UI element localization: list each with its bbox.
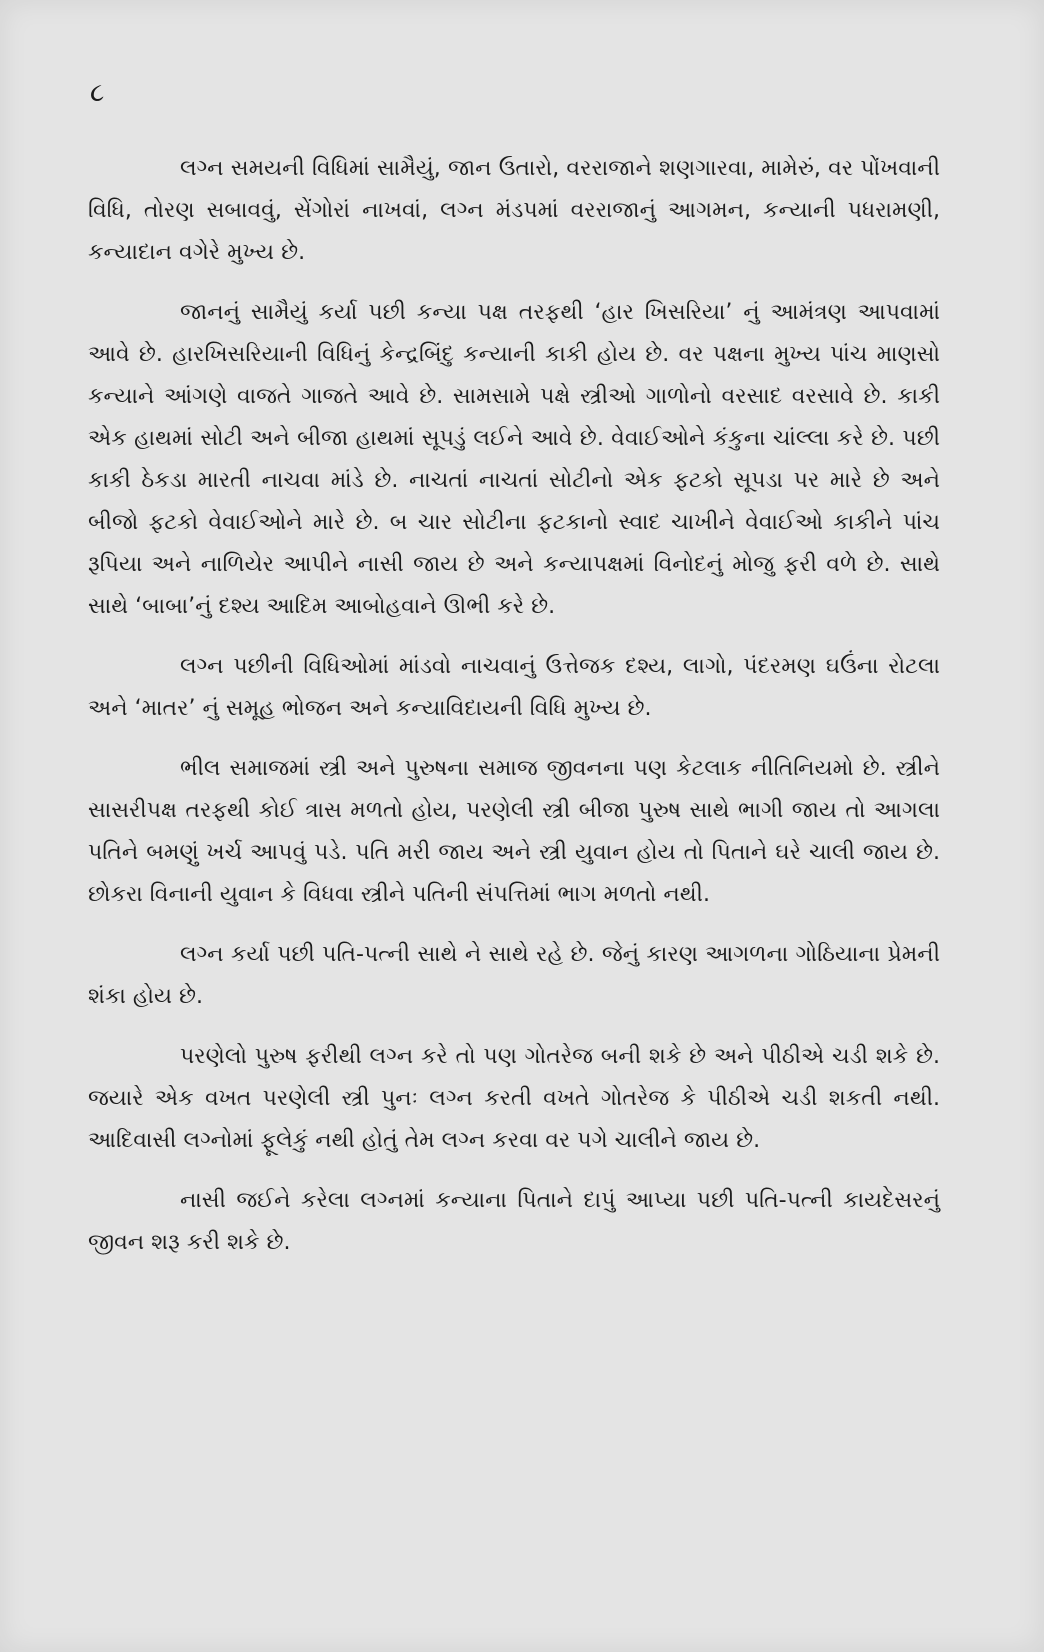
paragraph-social-rules: ભીલ સમાજમાં સ્ત્રી અને પુરુષના સમાજ જીવનના પણ કેટલાક નીતિનિયમો છે. સ્ત્રીને સાસરીપક્ષ તરફથી કોઈ ત્રાસ મળતો હોય, પરણેલી સ્ત્રી બીજા પુરુષ સાથે ભાગી જાય તો આગલા પતિને બમણું ખર્ચ આપવું પડે. પતિ મરી જાય અને સ્ત્રી યુવાન હોય તો પિતાને ઘરે ચાલી જાય છે. છોકરા વિનાની યુવાન કે વિધવા સ્ત્રીને પતિની સંપત્તિમાં ભાગ મળતો નથી. <box>88 756 940 907</box>
page-number: ૮ <box>90 78 105 108</box>
page-body <box>88 148 940 1282</box>
paragraph-post-wedding-rituals: લગ્ન પછીની વિધિઓમાં માંડવો નાચવાનું ઉત્તેજક દશ્ય, લાગો, પંદરમણ ઘઉંના રોટલા અને ‘માતર’ નું સમૂહ ભોજન અને કન્યાવિદાયની વિધિ મુખ્ય છે. <box>88 654 940 721</box>
paragraph-elopement: નાસી જઈને કરેલા લગ્નમાં કન્યાના પિતાને દાપું આપ્યા પછી પતિ-પત્ની કાયદેસરનું જીવન શરૂ કરી શકે છે. <box>88 1188 940 1255</box>
paragraph-remarriage: પરણેલો પુરુષ ફરીથી લગ્ન કરે તો પણ ગોતરેજ બની શકે છે અને પીઠીએ ચડી શકે છે. જયારે એક વખત પરણેલી સ્ત્રી પુનઃ લગ્ન કરતી વખતે ગોતરેજ કે પીઠીએ ચડી શકતી નથી. આદિવાસી લગ્નોમાં ફૂલેકું નથી હોતું તેમ લગ્ન કરવા વર પગે ચાલીને જાય છે. <box>88 1044 940 1153</box>
paragraph-living-together: લગ્ન કર્યા પછી પતિ-પત્ની સાથે ને સાથે રહે છે. જેનું કારણ આગળના ગોઠિયાના પ્રેમની શંકા હોય છે. <box>88 942 940 1009</box>
paragraph-wedding-rituals: લગ્ન સમયની વિધિમાં સામૈયું, જાન ઉતારો, વરરાજાને શણગારવા, મામેરું, વર પોંખવાની વિધિ, તોરણ સબાવવું, સેંગોરાં નાખવાં, લગ્ન મંડપમાં વરરાજાનું આગમન, કન્યાની પધરામણી, કન્યાદાન વગેરે મુખ્ય છે. <box>88 156 940 265</box>
paragraph-har-khisariya: જાનનું સામૈયું કર્યા પછી કન્યા પક્ષ તરફથી ‘હાર ખિસરિયા’ નું આમંત્રણ આપવામાં આવે છે. હારખિસરિયાની વિધિનું કેન્દ્રબિંદુ કન્યાની કાકી હોય છે. વર પક્ષના મુખ્ય પાંચ માણસો કન્યાને આંગણે વાજતે ગાજતે આવે છે. સામસામે પક્ષે સ્ત્રીઓ ગાળોનો વરસાદ વરસાવે છે. કાકી એક હાથમાં સોટી અને બીજા હાથમાં સૂપડું લઈને આવે છે. વેવાઈઓને કંકુના ચાંલ્લા કરે છે. પછી કાકી ઠેકડા મારતી નાચવા માંડે છે. નાચતાં નાચતાં સોટીનો એક ફટકો સૂપડા પર મારે છે અને બીજો ફટકો વેવાઈઓને મારે છે. બ ચાર સોટીના ફટકાનો સ્વાદ ચાખીને વેવાઈઓ કાકીને પાંચ રૂપિયા અને નાળિયેર આપીને નાસી જાય છે અને કન્યાપક્ષમાં વિનોદનું મોજુ ફરી વળે છે. સાથે સાથે ‘બાબા’નું દશ્ય આદિમ આબોહવાને ઊભી કરે છે. <box>88 300 940 619</box>
